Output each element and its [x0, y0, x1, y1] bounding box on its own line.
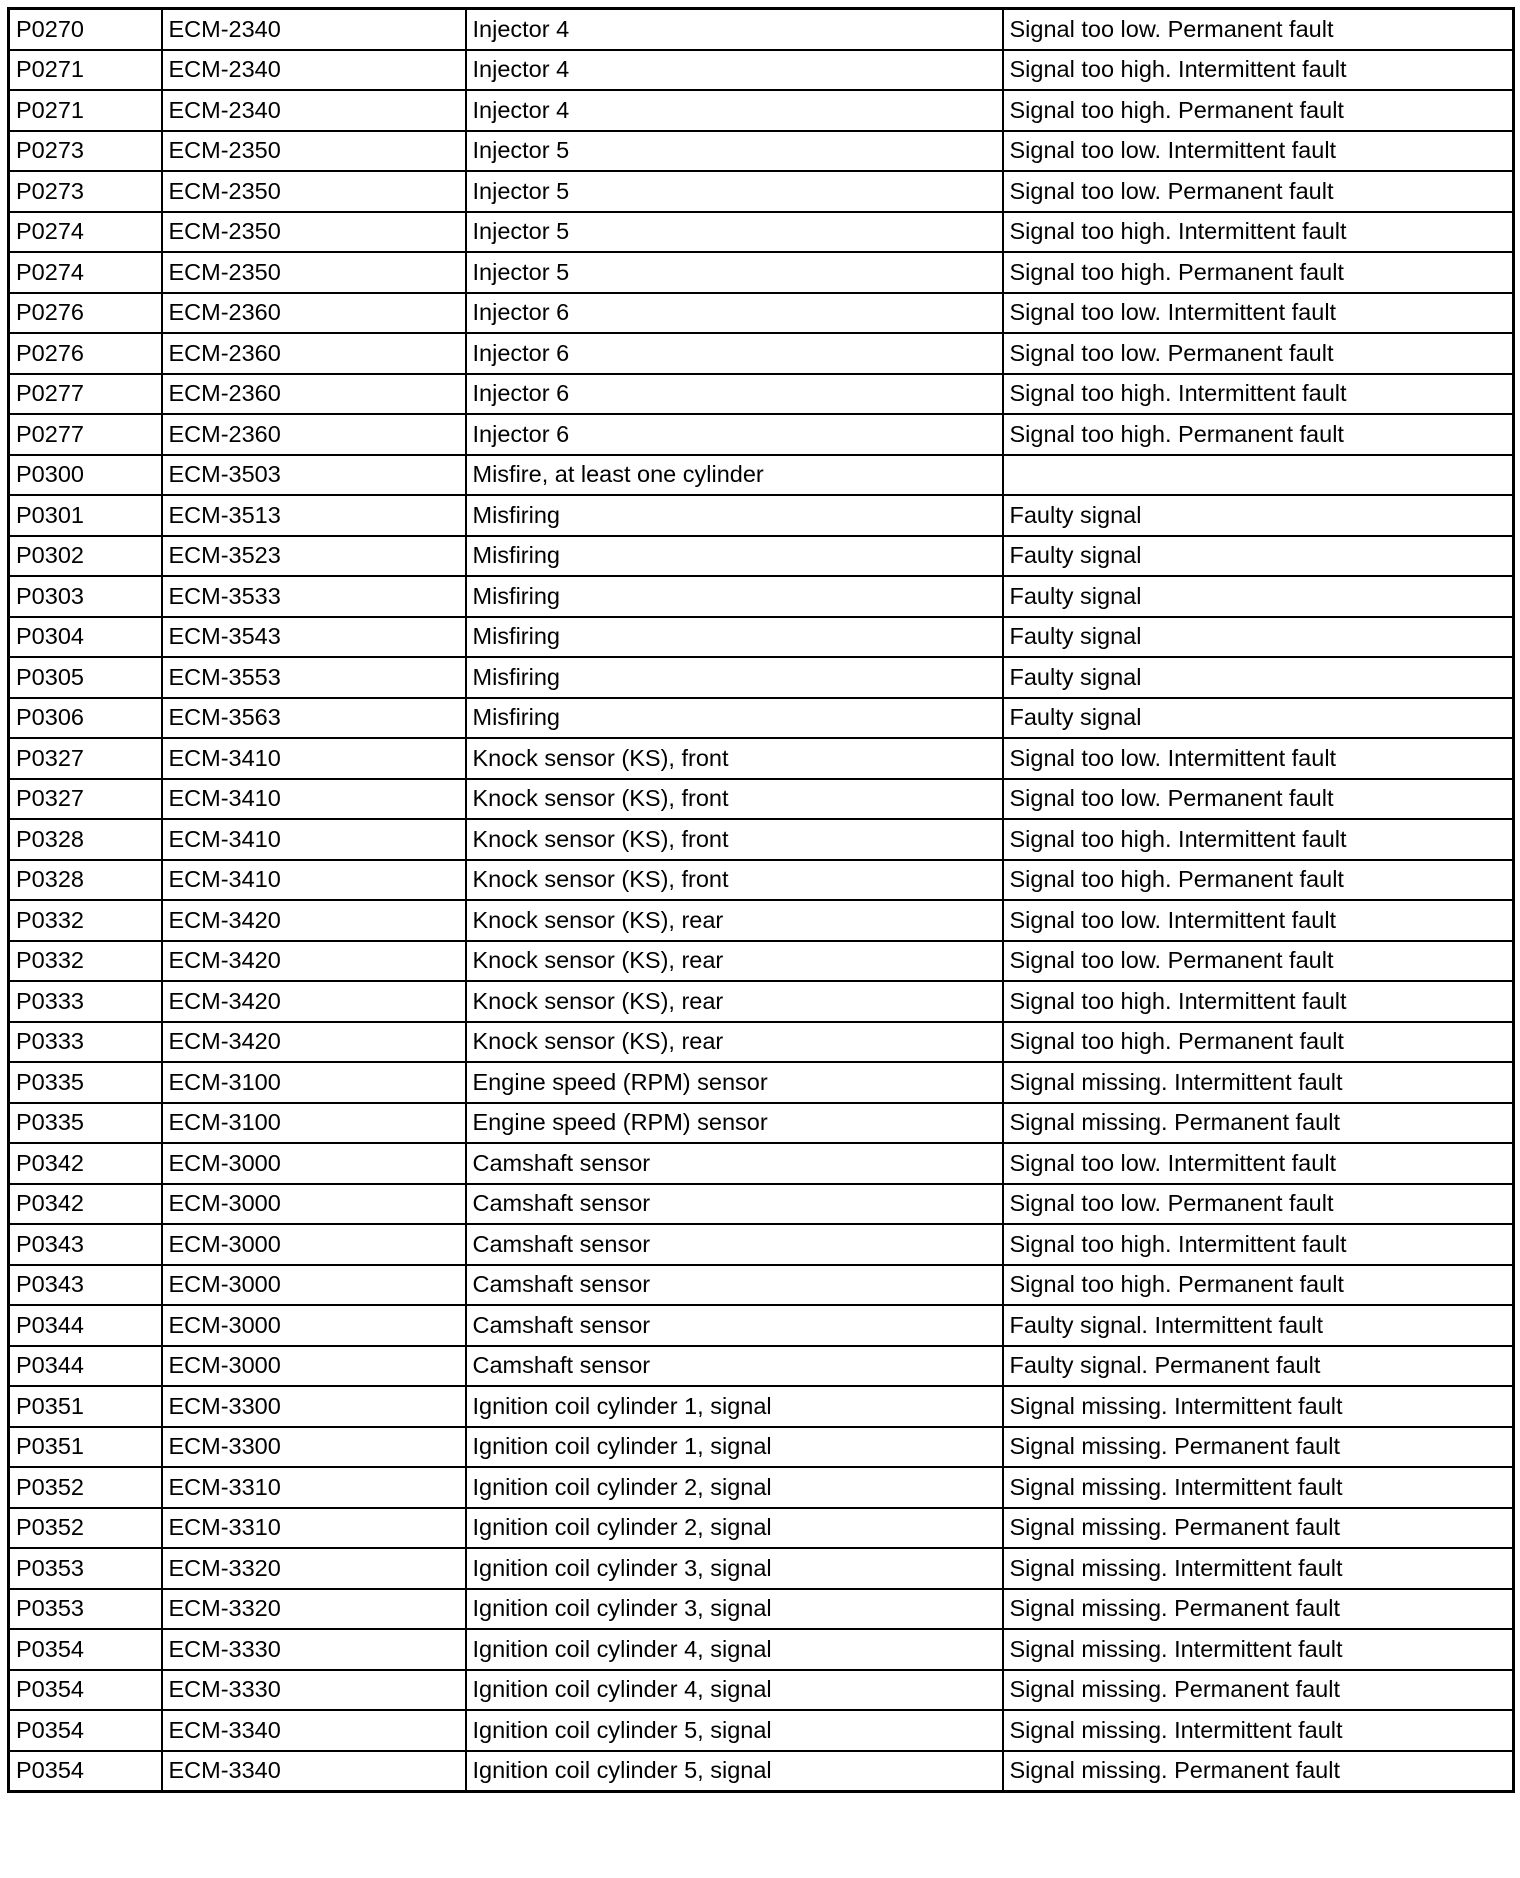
- dtc-code-cell: P0353: [9, 1548, 162, 1589]
- dtc-code-cell: P0351: [9, 1427, 162, 1468]
- dtc-code-cell: P0354: [9, 1751, 162, 1792]
- dtc-code-cell: P0328: [9, 819, 162, 860]
- component-cell: Knock sensor (KS), front: [466, 779, 1003, 820]
- component-cell: Camshaft sensor: [466, 1184, 1003, 1225]
- component-cell: Ignition coil cylinder 5, signal: [466, 1710, 1003, 1751]
- table-row: [9, 455, 1514, 496]
- dtc-code-cell: P0270: [9, 9, 162, 50]
- fault-description-cell: Signal too high. Intermittent fault: [1003, 50, 1514, 91]
- component-cell: Ignition coil cylinder 2, signal: [466, 1508, 1003, 1549]
- component-cell: Misfire, at least one cylinder: [466, 455, 1003, 496]
- component-cell: Ignition coil cylinder 3, signal: [466, 1589, 1003, 1630]
- ecm-code-cell: ECM-3420: [162, 981, 466, 1022]
- dtc-code-cell: P0335: [9, 1062, 162, 1103]
- ecm-code-cell: ECM-3300: [162, 1427, 466, 1468]
- fault-description-cell: [1003, 455, 1514, 496]
- component-cell: Ignition coil cylinder 4, signal: [466, 1670, 1003, 1711]
- table-row: [9, 1386, 1514, 1427]
- ecm-code-cell: ECM-3553: [162, 657, 466, 698]
- table-row: [9, 941, 1514, 982]
- component-cell: Ignition coil cylinder 2, signal: [466, 1467, 1003, 1508]
- ecm-code-cell: ECM-3420: [162, 1022, 466, 1063]
- fault-description-cell: Signal missing. Intermittent fault: [1003, 1548, 1514, 1589]
- dtc-code-cell: P0335: [9, 1103, 162, 1144]
- table-row: [9, 1224, 1514, 1265]
- table-row: [9, 171, 1514, 212]
- fault-description-cell: Signal too high. Intermittent fault: [1003, 981, 1514, 1022]
- table-row: [9, 1751, 1514, 1792]
- component-cell: Misfiring: [466, 536, 1003, 577]
- dtc-code-cell: P0273: [9, 131, 162, 172]
- dtc-code-cell: P0276: [9, 333, 162, 374]
- fault-description-cell: Faulty signal: [1003, 576, 1514, 617]
- table-row: [9, 131, 1514, 172]
- ecm-code-cell: ECM-2340: [162, 90, 466, 131]
- dtc-code-cell: P0332: [9, 900, 162, 941]
- fault-description-cell: Signal missing. Intermittent fault: [1003, 1062, 1514, 1103]
- dtc-code-cell: P0351: [9, 1386, 162, 1427]
- fault-description-cell: Signal missing. Intermittent fault: [1003, 1629, 1514, 1670]
- table-row: [9, 1265, 1514, 1306]
- dtc-code-cell: P0304: [9, 617, 162, 658]
- dtc-code-cell: P0306: [9, 698, 162, 739]
- ecm-code-cell: ECM-3533: [162, 576, 466, 617]
- fault-description-cell: Signal too high. Permanent fault: [1003, 90, 1514, 131]
- fault-description-cell: Signal missing. Intermittent fault: [1003, 1386, 1514, 1427]
- table-row: [9, 1427, 1514, 1468]
- ecm-code-cell: ECM-3000: [162, 1265, 466, 1306]
- fault-description-cell: Signal missing. Permanent fault: [1003, 1670, 1514, 1711]
- component-cell: Injector 6: [466, 414, 1003, 455]
- table-row: [9, 1467, 1514, 1508]
- ecm-code-cell: ECM-3000: [162, 1305, 466, 1346]
- component-cell: Camshaft sensor: [466, 1224, 1003, 1265]
- dtc-code-cell: P0344: [9, 1346, 162, 1387]
- ecm-code-cell: ECM-2360: [162, 414, 466, 455]
- component-cell: Ignition coil cylinder 3, signal: [466, 1548, 1003, 1589]
- dtc-code-cell: P0333: [9, 981, 162, 1022]
- ecm-code-cell: ECM-3543: [162, 617, 466, 658]
- table-row: [9, 819, 1514, 860]
- fault-description-cell: Signal too low. Permanent fault: [1003, 1184, 1514, 1225]
- ecm-code-cell: ECM-3000: [162, 1143, 466, 1184]
- ecm-code-cell: ECM-3563: [162, 698, 466, 739]
- component-cell: Camshaft sensor: [466, 1305, 1003, 1346]
- dtc-code-cell: P0327: [9, 738, 162, 779]
- dtc-code-cell: P0342: [9, 1184, 162, 1225]
- ecm-code-cell: ECM-3310: [162, 1508, 466, 1549]
- component-cell: Engine speed (RPM) sensor: [466, 1103, 1003, 1144]
- ecm-code-cell: ECM-3513: [162, 495, 466, 536]
- dtc-code-cell: P0277: [9, 374, 162, 415]
- fault-code-table-body: [9, 9, 1514, 1792]
- fault-description-cell: Signal too high. Permanent fault: [1003, 860, 1514, 901]
- fault-description-cell: Signal missing. Permanent fault: [1003, 1508, 1514, 1549]
- component-cell: Misfiring: [466, 698, 1003, 739]
- component-cell: Injector 4: [466, 9, 1003, 50]
- fault-description-cell: Signal missing. Intermittent fault: [1003, 1467, 1514, 1508]
- dtc-code-cell: P0277: [9, 414, 162, 455]
- table-row: [9, 374, 1514, 415]
- dtc-code-cell: P0342: [9, 1143, 162, 1184]
- dtc-code-cell: P0305: [9, 657, 162, 698]
- dtc-code-cell: P0333: [9, 1022, 162, 1063]
- dtc-code-cell: P0352: [9, 1467, 162, 1508]
- dtc-code-cell: P0271: [9, 90, 162, 131]
- table-row: [9, 1143, 1514, 1184]
- dtc-code-cell: P0328: [9, 860, 162, 901]
- fault-description-cell: Signal too low. Intermittent fault: [1003, 1143, 1514, 1184]
- fault-description-cell: Faulty signal: [1003, 698, 1514, 739]
- dtc-code-cell: P0303: [9, 576, 162, 617]
- component-cell: Misfiring: [466, 657, 1003, 698]
- component-cell: Injector 6: [466, 333, 1003, 374]
- fault-description-cell: Faulty signal: [1003, 617, 1514, 658]
- ecm-code-cell: ECM-2360: [162, 333, 466, 374]
- component-cell: Ignition coil cylinder 1, signal: [466, 1427, 1003, 1468]
- fault-description-cell: Faulty signal. Intermittent fault: [1003, 1305, 1514, 1346]
- table-row: [9, 293, 1514, 334]
- component-cell: Knock sensor (KS), rear: [466, 981, 1003, 1022]
- ecm-code-cell: ECM-3503: [162, 455, 466, 496]
- component-cell: Injector 4: [466, 50, 1003, 91]
- component-cell: Misfiring: [466, 576, 1003, 617]
- ecm-code-cell: ECM-2360: [162, 293, 466, 334]
- table-row: [9, 981, 1514, 1022]
- dtc-code-cell: P0332: [9, 941, 162, 982]
- component-cell: Knock sensor (KS), front: [466, 860, 1003, 901]
- component-cell: Knock sensor (KS), front: [466, 738, 1003, 779]
- table-row: [9, 50, 1514, 91]
- table-row: [9, 1548, 1514, 1589]
- component-cell: Injector 4: [466, 90, 1003, 131]
- dtc-code-cell: P0354: [9, 1670, 162, 1711]
- table-row: [9, 1508, 1514, 1549]
- table-row: [9, 1062, 1514, 1103]
- table-row: [9, 9, 1514, 50]
- component-cell: Ignition coil cylinder 5, signal: [466, 1751, 1003, 1792]
- ecm-code-cell: ECM-3420: [162, 900, 466, 941]
- table-row: [9, 1629, 1514, 1670]
- table-row: [9, 495, 1514, 536]
- fault-description-cell: Signal too high. Intermittent fault: [1003, 374, 1514, 415]
- table-row: [9, 576, 1514, 617]
- fault-description-cell: Signal too high. Intermittent fault: [1003, 819, 1514, 860]
- table-row: [9, 1589, 1514, 1630]
- component-cell: Injector 5: [466, 131, 1003, 172]
- table-row: [9, 738, 1514, 779]
- fault-description-cell: Signal too low. Permanent fault: [1003, 941, 1514, 982]
- fault-description-cell: Faulty signal. Permanent fault: [1003, 1346, 1514, 1387]
- fault-description-cell: Signal too high. Permanent fault: [1003, 1265, 1514, 1306]
- table-row: [9, 900, 1514, 941]
- ecm-code-cell: ECM-3000: [162, 1346, 466, 1387]
- table-row: [9, 1305, 1514, 1346]
- component-cell: Knock sensor (KS), rear: [466, 941, 1003, 982]
- fault-code-table: [7, 7, 1515, 1793]
- fault-description-cell: Signal too high. Permanent fault: [1003, 1022, 1514, 1063]
- table-row: [9, 657, 1514, 698]
- fault-description-cell: Faulty signal: [1003, 657, 1514, 698]
- component-cell: Camshaft sensor: [466, 1265, 1003, 1306]
- dtc-code-cell: P0354: [9, 1710, 162, 1751]
- table-row: [9, 90, 1514, 131]
- fault-description-cell: Faulty signal: [1003, 495, 1514, 536]
- dtc-code-cell: P0352: [9, 1508, 162, 1549]
- component-cell: Engine speed (RPM) sensor: [466, 1062, 1003, 1103]
- component-cell: Misfiring: [466, 495, 1003, 536]
- table-row: [9, 860, 1514, 901]
- ecm-code-cell: ECM-3330: [162, 1629, 466, 1670]
- ecm-code-cell: ECM-2350: [162, 252, 466, 293]
- table-row: [9, 1346, 1514, 1387]
- component-cell: Injector 5: [466, 171, 1003, 212]
- table-row: [9, 414, 1514, 455]
- dtc-code-cell: P0302: [9, 536, 162, 577]
- component-cell: Injector 6: [466, 293, 1003, 334]
- dtc-code-cell: P0271: [9, 50, 162, 91]
- fault-description-cell: Faulty signal: [1003, 536, 1514, 577]
- fault-description-cell: Signal missing. Intermittent fault: [1003, 1710, 1514, 1751]
- ecm-code-cell: ECM-2360: [162, 374, 466, 415]
- ecm-code-cell: ECM-3410: [162, 738, 466, 779]
- ecm-code-cell: ECM-3310: [162, 1467, 466, 1508]
- ecm-code-cell: ECM-3523: [162, 536, 466, 577]
- component-cell: Injector 5: [466, 252, 1003, 293]
- dtc-code-cell: P0274: [9, 212, 162, 253]
- dtc-code-cell: P0273: [9, 171, 162, 212]
- table-row: [9, 1670, 1514, 1711]
- fault-description-cell: Signal missing. Permanent fault: [1003, 1103, 1514, 1144]
- fault-description-cell: Signal missing. Permanent fault: [1003, 1589, 1514, 1630]
- fault-description-cell: Signal too low. Permanent fault: [1003, 171, 1514, 212]
- dtc-code-cell: P0343: [9, 1224, 162, 1265]
- ecm-code-cell: ECM-3320: [162, 1548, 466, 1589]
- fault-description-cell: Signal too low. Permanent fault: [1003, 9, 1514, 50]
- dtc-code-cell: P0300: [9, 455, 162, 496]
- table-row: [9, 212, 1514, 253]
- ecm-code-cell: ECM-3000: [162, 1184, 466, 1225]
- component-cell: Ignition coil cylinder 1, signal: [466, 1386, 1003, 1427]
- ecm-code-cell: ECM-3000: [162, 1224, 466, 1265]
- fault-description-cell: Signal too low. Intermittent fault: [1003, 131, 1514, 172]
- ecm-code-cell: ECM-2350: [162, 212, 466, 253]
- dtc-code-cell: P0274: [9, 252, 162, 293]
- table-row: [9, 1022, 1514, 1063]
- component-cell: Knock sensor (KS), front: [466, 819, 1003, 860]
- component-cell: Knock sensor (KS), rear: [466, 1022, 1003, 1063]
- fault-description-cell: Signal too low. Permanent fault: [1003, 779, 1514, 820]
- fault-description-cell: Signal too low. Intermittent fault: [1003, 738, 1514, 779]
- component-cell: Ignition coil cylinder 4, signal: [466, 1629, 1003, 1670]
- table-row: [9, 617, 1514, 658]
- table-row: [9, 1184, 1514, 1225]
- ecm-code-cell: ECM-3100: [162, 1062, 466, 1103]
- ecm-code-cell: ECM-3320: [162, 1589, 466, 1630]
- fault-description-cell: Signal too low. Intermittent fault: [1003, 293, 1514, 334]
- fault-description-cell: Signal too low. Permanent fault: [1003, 333, 1514, 374]
- fault-description-cell: Signal too high. Permanent fault: [1003, 414, 1514, 455]
- dtc-code-cell: P0343: [9, 1265, 162, 1306]
- ecm-code-cell: ECM-3410: [162, 779, 466, 820]
- dtc-code-cell: P0353: [9, 1589, 162, 1630]
- ecm-code-cell: ECM-3300: [162, 1386, 466, 1427]
- fault-description-cell: Signal too high. Intermittent fault: [1003, 212, 1514, 253]
- ecm-code-cell: ECM-2340: [162, 9, 466, 50]
- table-row: [9, 333, 1514, 374]
- component-cell: Misfiring: [466, 617, 1003, 658]
- table-row: [9, 698, 1514, 739]
- fault-description-cell: Signal missing. Permanent fault: [1003, 1751, 1514, 1792]
- ecm-code-cell: ECM-3410: [162, 819, 466, 860]
- component-cell: Injector 5: [466, 212, 1003, 253]
- dtc-code-cell: P0344: [9, 1305, 162, 1346]
- ecm-code-cell: ECM-3340: [162, 1710, 466, 1751]
- ecm-code-cell: ECM-2350: [162, 131, 466, 172]
- ecm-code-cell: ECM-2340: [162, 50, 466, 91]
- ecm-code-cell: ECM-3330: [162, 1670, 466, 1711]
- component-cell: Knock sensor (KS), rear: [466, 900, 1003, 941]
- ecm-code-cell: ECM-3420: [162, 941, 466, 982]
- component-cell: Camshaft sensor: [466, 1346, 1003, 1387]
- table-row: [9, 1710, 1514, 1751]
- component-cell: Camshaft sensor: [466, 1143, 1003, 1184]
- ecm-code-cell: ECM-3340: [162, 1751, 466, 1792]
- ecm-code-cell: ECM-2350: [162, 171, 466, 212]
- fault-description-cell: Signal too low. Intermittent fault: [1003, 900, 1514, 941]
- table-row: [9, 252, 1514, 293]
- ecm-code-cell: ECM-3100: [162, 1103, 466, 1144]
- component-cell: Injector 6: [466, 374, 1003, 415]
- table-row: [9, 536, 1514, 577]
- dtc-code-cell: P0354: [9, 1629, 162, 1670]
- fault-description-cell: Signal missing. Permanent fault: [1003, 1427, 1514, 1468]
- ecm-code-cell: ECM-3410: [162, 860, 466, 901]
- table-row: [9, 779, 1514, 820]
- fault-description-cell: Signal too high. Permanent fault: [1003, 252, 1514, 293]
- dtc-code-cell: P0327: [9, 779, 162, 820]
- dtc-code-cell: P0301: [9, 495, 162, 536]
- table-row: [9, 1103, 1514, 1144]
- dtc-code-cell: P0276: [9, 293, 162, 334]
- fault-description-cell: Signal too high. Intermittent fault: [1003, 1224, 1514, 1265]
